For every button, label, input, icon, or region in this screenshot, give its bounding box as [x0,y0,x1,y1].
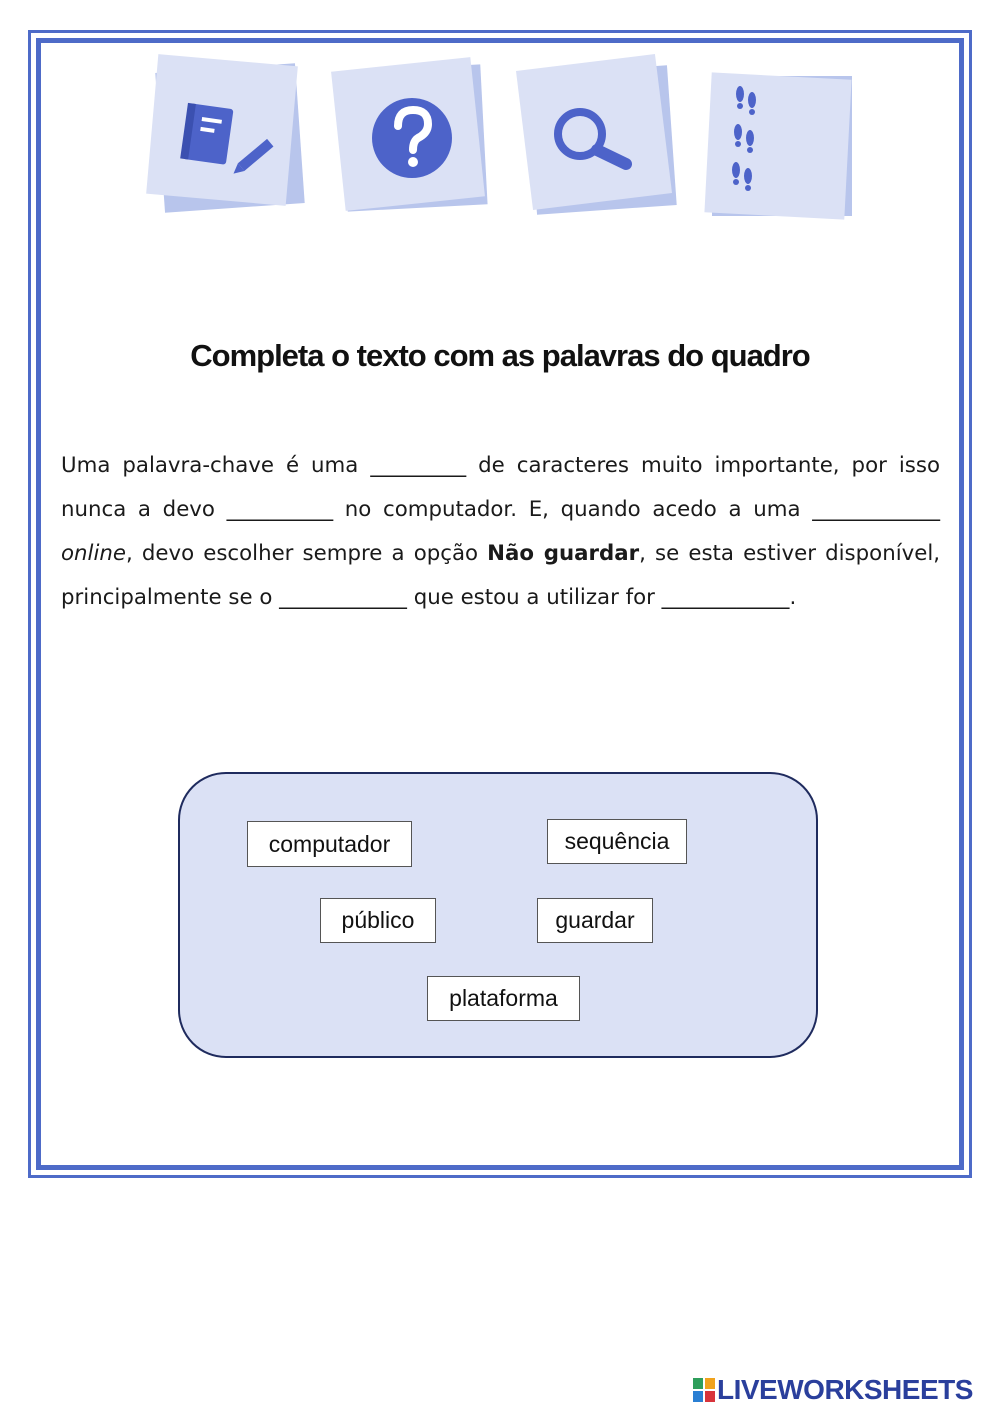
blank-field-3[interactable]: ____________ [812,497,940,522]
brand-name: LIVEWORKSHEETS [717,1374,973,1405]
paragraph-text: , se esta estiver disponível, principalmente se o [61,541,941,610]
blank-field-5[interactable]: ____________ [661,585,790,610]
paragraph-text: Uma palavra-chave é uma [61,453,371,478]
footprints-tile [706,70,866,230]
blank-field-1[interactable]: _________ [370,453,467,478]
magnifier-icon [520,60,680,220]
word-card-publico[interactable]: público [320,898,436,943]
paragraph-text: , devo escolher sempre a opção [125,541,488,566]
paragraph-bold-text: Não guardar [487,541,640,566]
word-card-plataforma[interactable]: plataforma [427,976,580,1021]
question-tile [334,60,494,220]
liveworksheets-logo[interactable] [693,1373,973,1407]
liveworksheets-icon [693,1378,715,1402]
paragraph-italic-text: online [61,541,126,566]
page-title: Completa o texto com as palavras do quadro [190,338,810,373]
blank-field-4[interactable]: ____________ [279,585,407,610]
notebook-tile [148,58,308,218]
paragraph-text: que estou a utilizar for [406,585,662,610]
paragraph-text: de caracteres muito importante, por isso nunca a devo [61,453,940,522]
paragraph-text: . [789,585,797,610]
word-card-computador[interactable]: computador [247,821,412,867]
notebook-pencil-icon [148,58,308,218]
word-bank [178,772,818,1058]
paragraph-text: no computador. E, quando acedo a uma [333,497,813,522]
word-card-sequencia[interactable]: sequência [547,819,687,864]
blank-field-2[interactable]: __________ [226,497,334,522]
word-card-guardar[interactable]: guardar [537,898,653,943]
question-mark-icon [334,60,494,220]
footprints-icon [706,70,866,230]
exercise-paragraph [61,444,940,620]
magnifier-tile [520,60,680,220]
